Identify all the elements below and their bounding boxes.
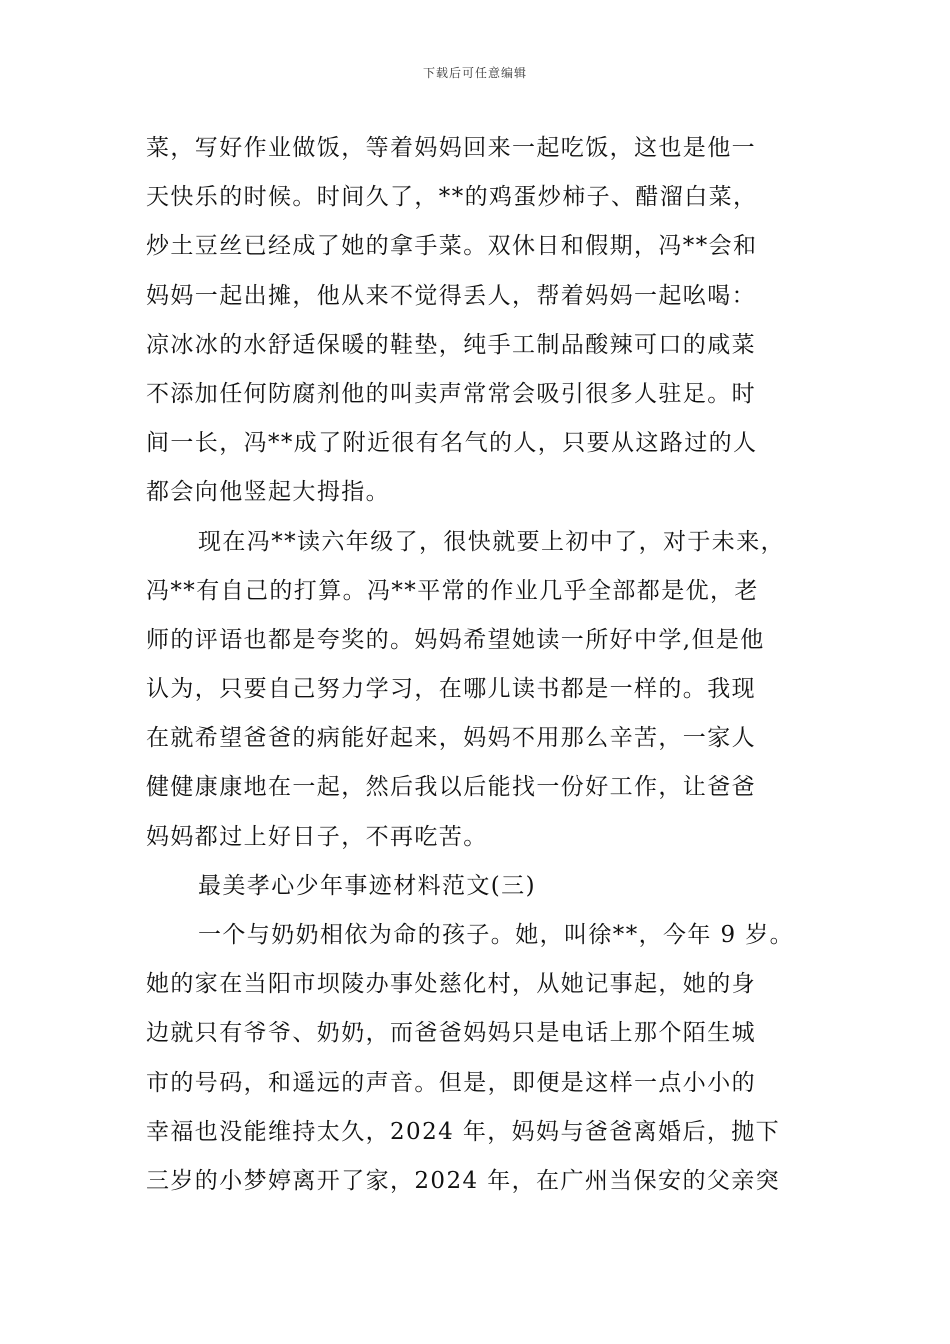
text-line: 认为，只要自己努力学习，在哪儿读书都是一样的。我现 <box>146 676 756 703</box>
text-line: 师的评语也都是夸奖的。妈妈希望她读一所好中学,但是他 <box>146 626 765 653</box>
page-header-note: 下载后可任意编辑 <box>422 66 527 80</box>
text-line: 她的家在当阳市坝陵办事处慈化村，从她记事起，她的身 <box>146 971 756 998</box>
text-line: 市的号码，和遥远的声音。但是，即便是这样一点小小的 <box>146 1069 756 1096</box>
text-line: 幸福也没能维持太久，2024 年，妈妈与爸爸离婚后，抛下 <box>146 1118 781 1145</box>
text-line: 最美孝心少年事迹材料范文(三) <box>198 872 536 899</box>
text-line: 现在冯**读六年级了，很快就要上初中了，对于未来， <box>198 528 785 555</box>
text-line: 冯**有自己的打算。冯**平常的作业几乎全部都是优，老 <box>146 577 759 604</box>
text-line: 妈妈都过上好日子，不再吃苦。 <box>146 823 488 850</box>
text-line: 不添加任何防腐剂他的叫卖声常常会吸引很多人驻足。时 <box>146 380 756 407</box>
text-line: 炒土豆丝已经成了她的拿手菜。双休日和假期，冯**会和 <box>146 233 758 260</box>
text-line: 一个与奶奶相依为命的孩子。她，叫徐**，今年 9 岁。 <box>198 922 795 948</box>
text-line: 都会向他竖起大拇指。 <box>146 479 390 506</box>
text-line: 凉冰冰的水舒适保暖的鞋垫，纯手工制品酸辣可口的咸菜 <box>146 331 756 358</box>
text-line: 边就只有爷爷、奶奶，而爸爸妈妈只是电话上那个陌生城 <box>146 1020 756 1047</box>
text-line: 菜，写好作业做饭，等着妈妈回来一起吃饭，这也是他一 <box>146 135 756 161</box>
document-body <box>146 124 816 1206</box>
text-line: 在就希望爸爸的病能好起来，妈妈不用那么辛苦，一家人 <box>146 725 756 752</box>
text-line: 三岁的小梦婷离开了家，2024 年，在广州当保安的父亲突 <box>146 1167 781 1194</box>
text-line: 间一长，冯**成了附近很有名气的人，只要从这路过的人 <box>146 430 758 457</box>
text-line: 健健康康地在一起，然后我以后能找一份好工作，让爸爸 <box>146 774 756 801</box>
text-line: 天快乐的时候。时间久了，**的鸡蛋炒柿子、醋溜白菜， <box>146 184 758 211</box>
text-line: 妈妈一起出摊，他从来不觉得丢人，帮着妈妈一起吆喝： <box>146 282 756 309</box>
